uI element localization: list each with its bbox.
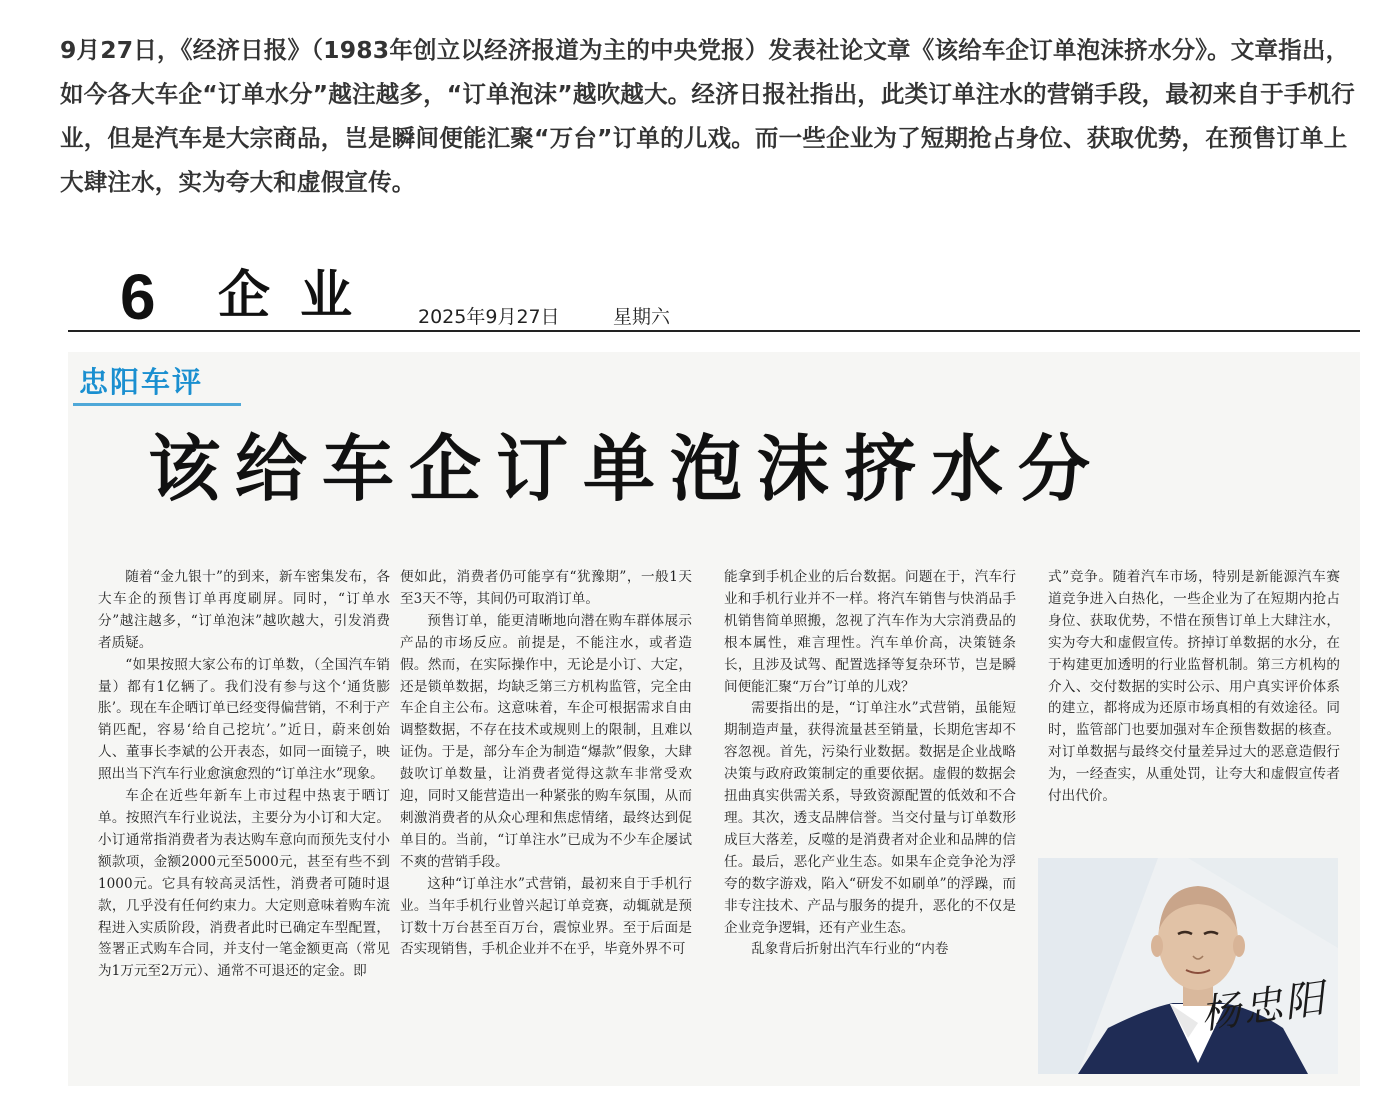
article-paragraph: 这种“订单注水”式营销，最初来自于手机行业。当年手机行业曾兴起订单竞赛，动辄就是预订数十万台甚至百万台，震惊业界。至于后面是否实现销售，手机企业并不在乎，毕竟外界不可: [400, 875, 692, 958]
page-weekday: 星期六: [613, 306, 671, 328]
article-paragraph: 需要指出的是，“订单注水”式营销，虽能短期制造声量，获得流量甚至销量，长期危害却不容忽视。首先，污染行业数据。数据是企业战略决策与政府政策制定的重要依据。虚假的数据会扭曲真实供需关系，导致资源配置的低效和不合理。其次，透支品牌信誉。当交付量与订单数形成巨大落差，反噬的是消费者对企业和品牌的信任。最后，恶化产业生态。如果车企竞争沦为浮夸的数字游戏，陷入“研发不如刷单”的浮躁，而非专注技术、产品与服务的提升，恶化的不仅是企业竞争逻辑，还有产业生态。: [724, 700, 1016, 936]
article-paragraph: 式”竞争。随着汽车市场，特别是新能源汽车赛道竞争进入白热化，一些企业为了在短期内抢占身位、获取优势，不惜在预售订单上大肆注水，实为夸大和虚假宣传。挤掉订单数据的水分，在于构建更加透明的行业监督机制。第三方机构的介入、交付数据的实时公示、用户真实评价体系的建立，都将成为还原市场真相的有效途径。同时，监管部门也要加强对车企预售数据的核查。对订单数据与最终交付量差异过大的恶意造假行为，一经查实，从重处罚，让夸大和虚假宣传者付出代价。: [1048, 569, 1340, 805]
column-tag: 忠阳车评: [73, 362, 241, 406]
article-column-2: [400, 567, 692, 961]
intro-paragraph: 9月27日，《经济日报》（1983年创立以经济报道为主的中央党报）发表社论文章《该给车企订单泡沫挤水分》。文章指出，如今各大车企“订单水分”越注越多，“订单泡沫”越吹越大。经济日报社指出，此类订单注水的营销手段，最初来自于手机行业，但是汽车是大宗商品，岂是瞬间便能汇聚“万台”订单的儿戏。而一些企业为了短期抢占身位、获取优势，在预售订单上大肆注水，实为夸大和虚假宣传。: [60, 36, 1355, 196]
article-paragraph: 随着“金九银十”的到来，新车密集发布，各大车企的预售订单再度刷屏。同时，“订单水分”越注越多，“订单泡沫”越吹越大，引发消费者质疑。: [98, 569, 390, 651]
article-paragraph: 便如此，消费者仍可能享有“犹豫期”，一般1天至3天不等，其间仍可取消订单。: [400, 569, 692, 607]
article-column-4: [1048, 567, 1340, 808]
section-title: 企业: [218, 265, 383, 326]
article-column-1: [98, 567, 390, 983]
article-paragraph: 车企在近些年新车上市过程中热衷于晒订单。按照汽车行业说法，主要分为小订和大定。小订通常指消费者为表达购车意向而预先支付小额款项，金额2000元至5000元，甚至有些不到1000元。它具有较高灵活性，消费者可随时退款，几乎没有任何约束力。大定则意味着购车流程进入实质阶段，消费者此时已确定车型配置，签署正式购车合同，并支付一笔金额更高（常见为1万元至2万元）、通常不可退还的定金。即: [98, 788, 390, 980]
page-number: 6: [120, 261, 156, 333]
newspaper-article: [68, 352, 1360, 1086]
article-headline: 该给车企订单泡沫挤水分: [148, 427, 1106, 511]
page-date: 2025年9月27日: [418, 306, 560, 328]
author-signature: 杨忠阳: [1197, 975, 1330, 1039]
article-paragraph: 乱象背后折射出汽车行业的“内卷: [751, 941, 949, 958]
author-photo: [1038, 858, 1338, 1074]
article-column-3: [724, 567, 1016, 961]
article-paragraph: 预售订单，能更清晰地向潜在购车群体展示产品的市场反应。前提是，不能注水，或者造假。然而，在实际操作中，无论是小订、大定，还是锁单数据，均缺乏第三方机构监管，完全由车企自主公布。这意味着，车企可根据需求自由调整数据，不存在技术或规则上的限制，且难以证伪。于是，部分车企为制造“爆款”假象，大肆鼓吹订单数量，让消费者觉得这款车非常受欢迎，同时又能营造出一种紧张的购车氛围，从而刺激消费者的从众心理和焦虑情绪，最终达到促单目的。当前，“订单注水”已成为不少车企屡试不爽的营销手段。: [400, 612, 692, 870]
article-paragraph: “如果按照大家公布的订单数，（全国汽车销量）都有1亿辆了。我们没有参与这个‘通货膨胀’。现在车企晒订单已经变得偏营销，不利于产销匹配，容易‘给自己挖坑’。”近日，蔚来创始人、董事长李斌的公开表态，如同一面镜子，映照出当下汽车行业愈演愈烈的“订单注水”现象。: [98, 656, 390, 783]
newspaper-page-header: [68, 262, 1360, 332]
author-portrait-image: [1038, 858, 1338, 1074]
article-paragraph: 能拿到手机企业的后台数据。问题在于，汽车行业和手机行业并不一样。将汽车销售与快消品手机销售简单照搬，忽视了汽车作为大宗消费品的根本属性，难言理性。汽车单价高，决策链条长，且涉及试驾、配置选择等复杂环节，岂是瞬间便能汇聚“万台”订单的儿戏？: [724, 569, 1016, 695]
